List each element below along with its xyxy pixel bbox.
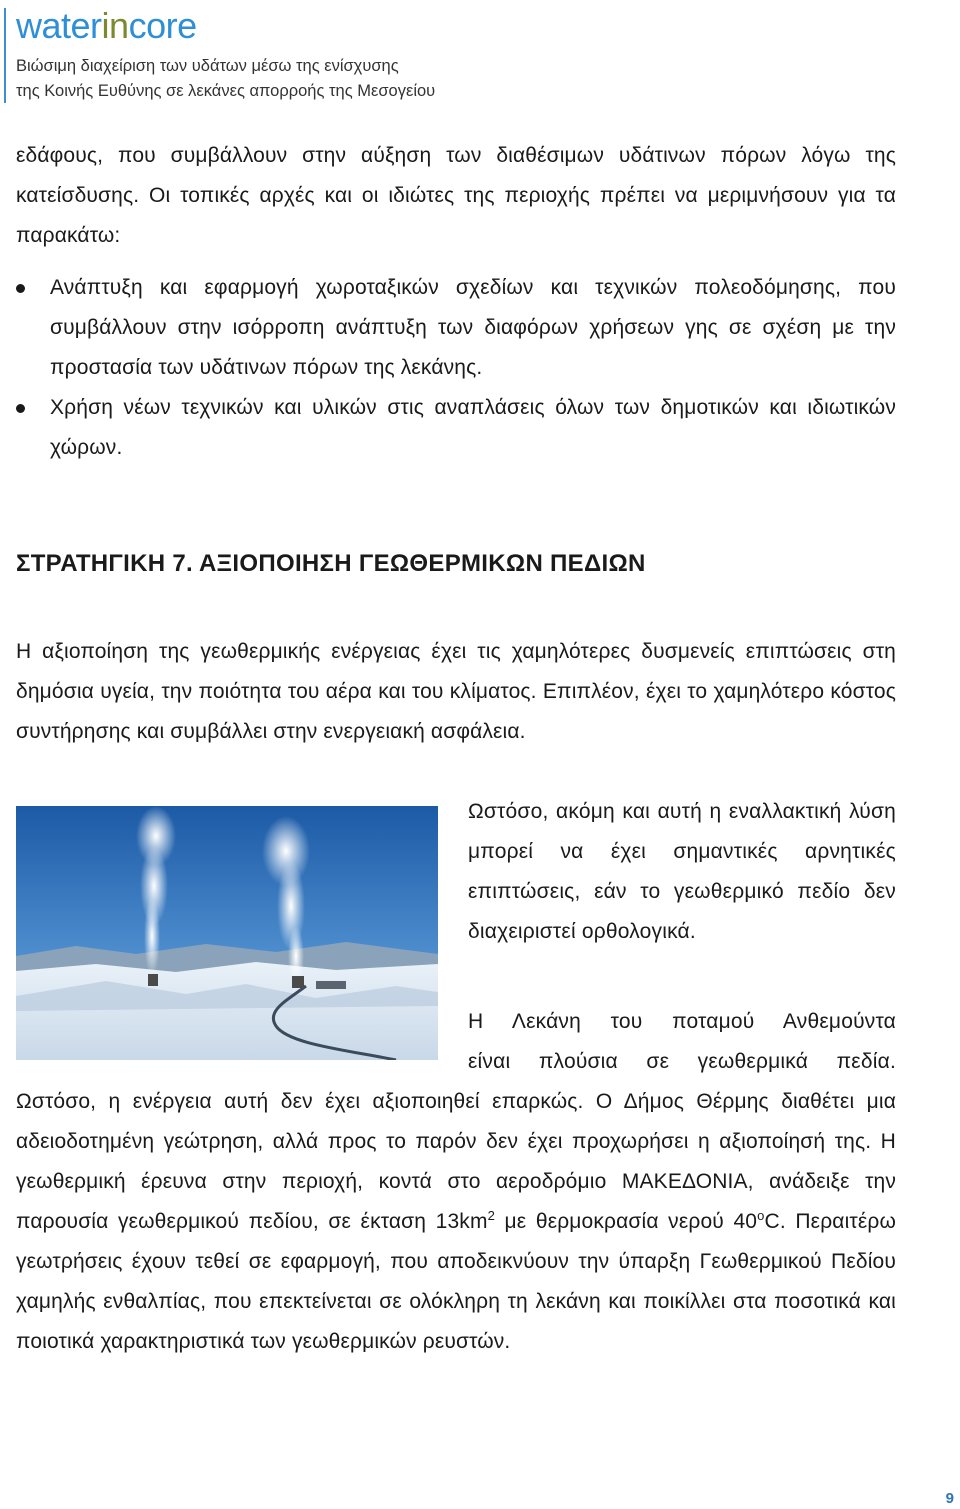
bottom-text-a: Ωστόσο, η ενέργεια αυτή δεν έχει αξιοποιηθεί επαρκώς. Ο Δήμος Θέρμης διαθέτει μια αδειοδοτημένη γεώτρηση, αλλά προς το παρόν δεν έχει προχωρήσει η αξιοποίησή της. Η γεωθερμική έρευνα στην περιοχή, κοντά στο αεροδρόμιο ΜΑΚΕΔΟΝΙΑ, ανάδειξε την παρουσία γεωθερμικού πεδίου, σε έκταση 13km [16,1090,896,1233]
bottom-text-c: C. Περαιτέρω γεωτρήσεις έχουν τεθεί σε εφαρμογή, που αποδεικνύουν την ύπαρξη Γεωθερμικού Πεδίου χαμηλής ενθαλπίας, που επεκτείνεται σε ολόκληρη τη λεκάνη και ποικίλλει στα ποσοτικά και ποιοτικά χαρακτηριστικά των γεωθερμικών ρευστών. [16,1210,896,1353]
bullet-dot-icon [16,284,25,293]
geothermal-steam-photo [16,806,438,1060]
logo-wordmark [16,2,236,50]
bullet-text: Ανάπτυξη και εφαρμογή χωροταξικών σχεδίων και τεχνικών πολεοδόμησης, που συμβάλλουν στην ισόρροπη ανάπτυξη των διαφόρων χρήσεων γης σε σχέση με την προστασία των υδάτινων πόρων της λεκάνης. [50,276,896,379]
project-subtitle-line2: της Κοινής Ευθύνης σε λεκάνες απορροής της Μεσογείου [16,82,436,100]
geothermal-paragraph: Η αξιοποίηση της γεωθερμικής ενέργειας έχει τις χαμηλότερες δυσμενείς επιπτώσεις στη δημόσια υγεία, την ποιότητα του αέρα και του κλίματος. Επιπλέον, έχει το χαμηλότερο κόστος συντήρησης και συμβάλλει στην ενεργειακή ασφάλεια. [16,640,896,743]
bottom-paragraph [16,1082,896,1362]
side2-line1: Η Λεκάνη του ποταμού Ανθεμούντα [468,1010,896,1033]
side-paragraph-2 [468,1002,896,1082]
logo-part-core: core [128,5,197,46]
side2-line2: είναι πλούσια σε γεωθερμικά πεδία. [468,1050,896,1073]
bullet-text: Χρήση νέων τεχνικών και υλικών στις αναπλάσεις όλων των δημοτικών και ιδιωτικών χώρων. [50,396,896,459]
section-heading: ΣΤΡΑΤΗΓΙΚΗ 7. ΑΞΙΟΠΟΙΗΣΗ ΓΕΩΘΕΡΜΙΚΩΝ ΠΕΔΙΩΝ [16,550,646,577]
project-subtitle-line1: Βιώσιμη διαχείριση των υδάτων μέσω της ενίσχυσης [16,57,399,75]
bottom-text-b: με θερμοκρασία νερού 40 [495,1210,758,1233]
bullet-dot-icon [16,404,25,413]
intro-paragraph: εδάφους, που συμβάλλουν στην αύξηση των διαθέσιμων υδάτινων πόρων λόγω της κατείσδυσης. Οι τοπικές αρχές και οι ιδιώτες της περιοχής πρέπει να μεριμνήσουν για τα παρακάτω: [16,144,896,247]
water-in-core-logo [16,2,236,54]
side-paragraph: Ωστόσο, ακόμη και αυτή η εναλλακτική λύση μπορεί να έχει σημαντικές αρνητικές επιπτώσεις, εάν το γεωθερμικό πεδίο δεν διαχειριστεί ορθολογικά. [468,800,896,943]
bullet-item [16,268,896,388]
logo-part-water: water [16,5,102,46]
logo-part-in: in [101,5,129,46]
superscript-degree: o [757,1208,765,1223]
page-header [0,0,960,108]
header-accent-rule [4,8,6,103]
bullet-list [16,268,896,468]
page-number: 9 [945,1490,954,1507]
superscript-2: 2 [487,1208,495,1223]
bullet-item [16,388,896,468]
